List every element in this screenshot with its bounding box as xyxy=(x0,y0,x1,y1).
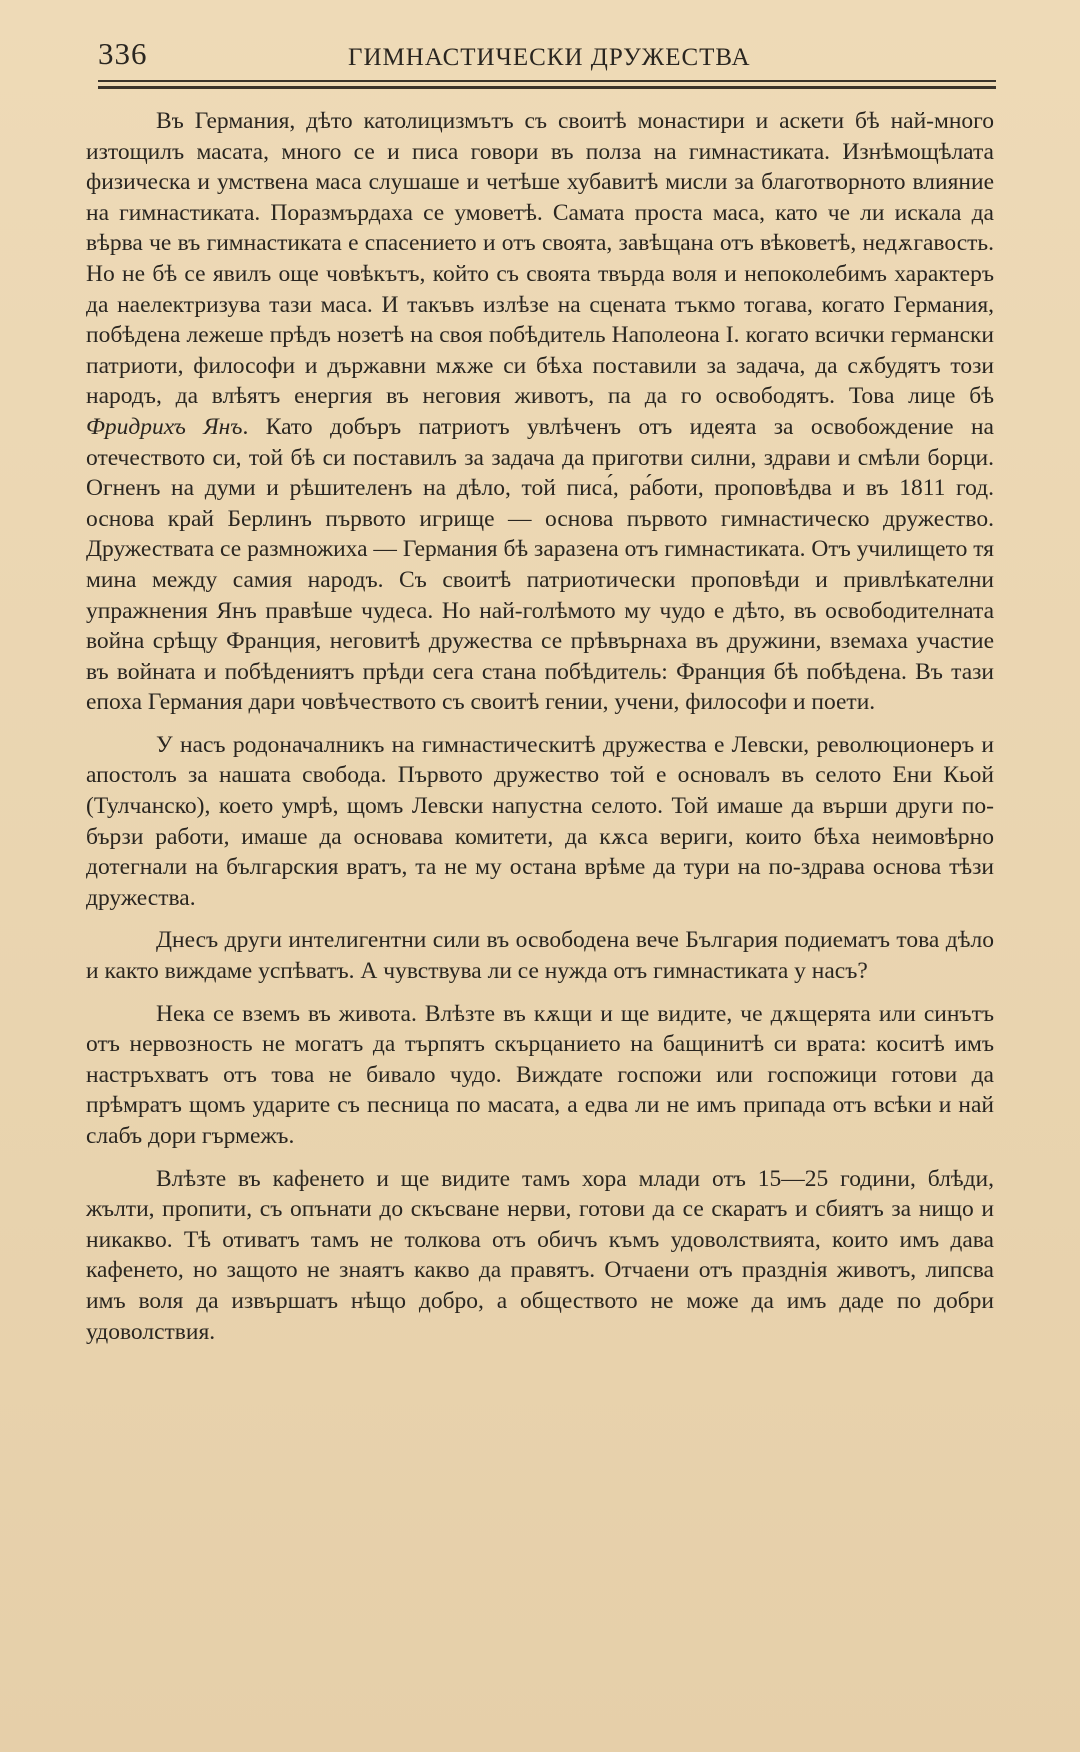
paragraph-1-text-b: . Като добъръ патриотъ увлѣченъ отъ идеята за освобождение на отечеството си, той бѣ си поставилъ за задача да приготви силни, здрави и смѣли борци. Огненъ на думи и рѣшителенъ на дѣло, той писа́, ра́боти, проповѣдва и въ 1811 год. основа край Берлинъ първото игрище — основа първото гимнастическо дружество. Дружествата се размножиха — Германия бѣ заразена отъ гимнастиката. Отъ училището тя мина между самия народъ. Съ своитѣ патриотически проповѣди и привлѣкателни упражнения Янъ правѣше чудеса. Но най-голѣмото му чудо е дѣто, въ освободителната война срѣщу Франция, неговитѣ дружества се прѣвърнаха въ дружини, вземаха участие въ войната и побѣдениятъ прѣди сега стана побѣдитель: Франция бѣ побѣдена. Въ тази епоха Германия дари човѣчеството съ своитѣ гении, учени, философи и поети. xyxy=(86,413,994,716)
paragraph-1 xyxy=(86,106,994,718)
paragraph-2: У насъ родоначалникъ на гимнастическитѣ дружества е Левски, революционеръ и апостолъ за нашата свобода. Първото дружество той е основалъ въ селото Ени Кьой (Тулчанско), което умрѣ, щомъ Левски напустна селото. Той имаше да върши други по-бързи работи, имаше да основава комитети, да кѫса вериги, които бѣха неимовѣрно дотегнали на българския вратъ, та не му остана врѣме да тури на по-здрава основа тѣзи дружества. xyxy=(86,731,994,911)
page-header xyxy=(98,36,996,76)
page-number: 336 xyxy=(98,36,148,71)
running-title: ГИМНАСТИЧЕСКИ ДРУЖЕСТВА xyxy=(348,44,751,71)
paragraph-3: Днесъ други интелигентни сили въ освободена вече България подиематъ това дѣло и както виждаме успѣватъ. А чувствува ли се нужда отъ гимнастиката у насъ? xyxy=(86,927,994,985)
paragraph-5: Влѣзте въ кафенето и ще видите тамъ хора млади отъ 15—25 години, блѣди, жълти, пропити, съ опънати до скъсване нерви, готови да се скаратъ и сбиятъ за нищо и никакво. Тѣ отиватъ тамъ не толкова отъ обичъ къмъ удоволствията, които имъ дава кафенето, но защото не знаятъ какво да правятъ. Отчаени отъ празднія животъ, липсва имъ воля да извършатъ нѣщо добро, а обществото не може да имъ даде по добри удоволствия. xyxy=(86,1165,994,1345)
paragraph-4: Нека се вземъ въ живота. Влѣзте въ кѫщи и ще видите, че дѫщерята или синътъ отъ нервозность не могатъ да търпятъ скърцанието на бащинитѣ си врата: коситѣ имъ настръхватъ отъ това не бивало чудо. Виждате госпожи или госпожици готови да прѣмратъ щомъ ударите съ песница по масата, а едва ли не имъ припада отъ всѣки и най слабъ дори гърмежъ. xyxy=(86,1000,994,1149)
person-name-italic: Фридрихъ Янъ xyxy=(86,413,243,440)
paragraph-1-text-a: Въ Германия, дѣто католицизмътъ съ своитѣ монастири и аскети бѣ най-много изтощилъ масата, много се и писа говори въ полза на гимнастиката. Изнѣмощѣлата физическа и умствена маса слушаше и четѣше хубавитѣ мисли за благотворното влияние на гимнастиката. Поразмърдаха се умоветѣ. Самата проста маса, като че ли искала да вѣрва че въ гимнастиката е спасението и отъ своята, завѣщана отъ вѣковетѣ, недѫгавость. Но не бѣ се явилъ още човѣкътъ, който съ своята твърда воля и непоколебимъ характеръ да наелектризува тази маса. И такъвъ излѣзе на сцената тъкмо тогава, когато Германия, побѣдена лежеше прѣдъ нозетѣ на своя побѣдитель Наполеона I. когато всички германски патриоти, философи и държавни мѫже си бѣха поставили за задача, да сѫбудятъ този народъ, да влѣятъ енергия въ неговия животъ, па да го освободятъ. Това лице бѣ xyxy=(86,108,994,410)
header-rule-thick xyxy=(98,86,996,89)
header-rule-thin xyxy=(98,80,996,82)
body-text xyxy=(86,106,994,1359)
